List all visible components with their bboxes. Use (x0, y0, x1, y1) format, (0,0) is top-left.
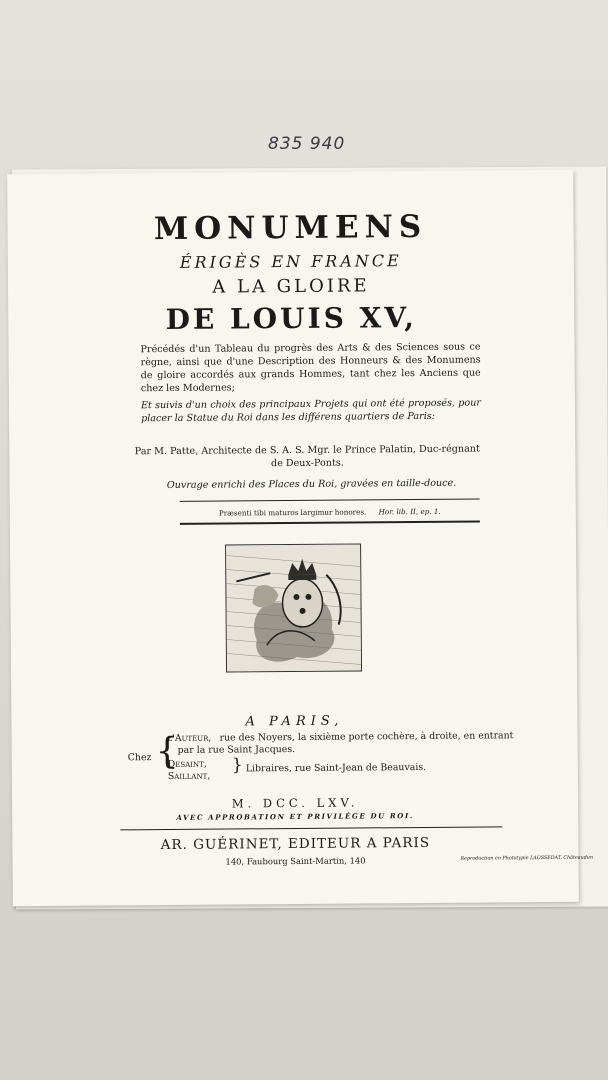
motto-text: Præsenti tibi maturos largimur honores. (218, 507, 367, 518)
author-publisher: l'Auteur, (167, 732, 212, 744)
title-page-sheet (7, 170, 593, 906)
brace-left-icon: { (155, 730, 179, 773)
description-paragraph: Précédés d'un Tableau du progrès des Arts & des Sciences sous ce règne, ainsi que d'une Description des Honneurs & des Monumens de gloire accordés aux grands Hommes, tant chez les Anciens que chez les Modernes; (140, 341, 481, 395)
divider-rule-top (180, 499, 480, 502)
enrichment-line: Ouvrage enrichi des Places du Roi, gravées en taille-douce. (166, 477, 457, 491)
imprint-place: A PARIS, (245, 713, 344, 730)
editor-rule (120, 826, 502, 830)
publisher-saillant: Saillant, (167, 770, 211, 782)
motto-source: Hor. lib. II, ep. 1. (378, 506, 441, 517)
title-line-3: A LA GLOIRE (212, 275, 370, 298)
motto-row (180, 507, 480, 518)
author-address-line-1: rue des Noyers, la sixième porte cochère, à droite, en entrant (219, 730, 514, 744)
privilege-line: AVEC APPROBATION ET PRIVILÉGE DU ROI. (176, 811, 414, 822)
author-address-line-2: par la rue Saint Jacques. (177, 743, 296, 756)
author-line: Par M. Patte, Architecte de S. A. S. Mgr. le Prince Palatin, Duc-régnant de Deux-Ponts. (134, 443, 480, 470)
divider-rule-bottom (180, 521, 480, 525)
libraires-address: Libraires, rue Saint-Jean de Beauvais. (245, 761, 427, 775)
publication-date: M. DCC. LXV. (231, 795, 359, 811)
brace-right-icon: } (231, 755, 243, 776)
engraved-vignette (225, 543, 362, 672)
inventory-number: 835 940 (268, 134, 346, 154)
title-line-1: MONUMENS (153, 208, 428, 248)
publisher-desaint: Desaint, (167, 758, 207, 770)
vignette-illustration (226, 544, 361, 671)
reproduction-note: Reproduction en Phototypie LAUSSEDAT, Châteaudun (460, 855, 593, 862)
projects-paragraph: Et suivis d'un choix des principaux Projets qui ont été proposés, pour placer la Statue du Roi dans les différens quartiers de Paris: (140, 397, 481, 425)
title-line-4: DE LOUIS XV, (165, 301, 418, 336)
chez-label: Chez (127, 752, 152, 764)
editor-line: AR. GUÉRINET, EDITEUR A PARIS (160, 834, 431, 854)
title-page (7, 170, 593, 906)
editor-address: 140, Faubourg Saint-Martin, 140 (225, 855, 366, 867)
title-line-2: ÉRIGÈS EN FRANCE (179, 251, 402, 272)
